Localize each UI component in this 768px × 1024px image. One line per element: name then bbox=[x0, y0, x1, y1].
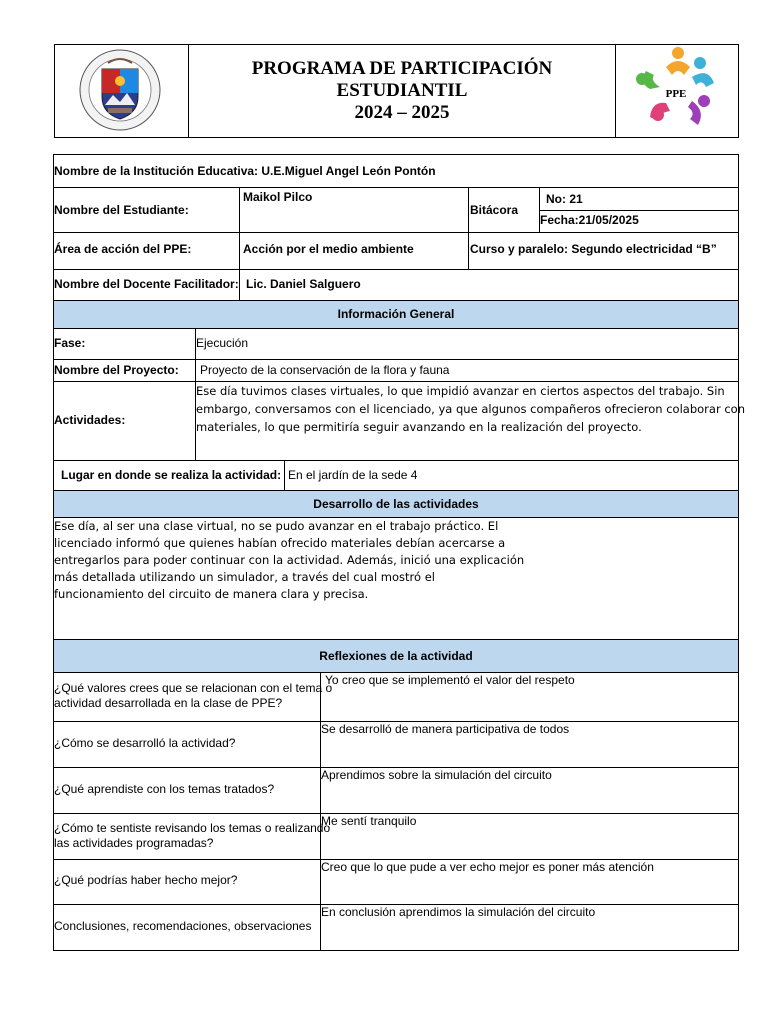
document-title bbox=[189, 45, 616, 137]
school-crest-icon bbox=[55, 45, 189, 137]
bitacora-date: Fecha:21/05/2025 bbox=[540, 213, 639, 227]
reflection-answer-3: Aprendimos sobre la simulación del circuito bbox=[321, 768, 552, 782]
development-line-3: entregarlos para poder continuar con la actividad. Además, inició una explicación bbox=[54, 553, 525, 567]
area-label: Área de acción del PPE: bbox=[54, 242, 192, 256]
development-heading-text: Desarrollo de las actividades bbox=[313, 497, 479, 511]
reflection-question-4-line-2: las actividades programadas? bbox=[54, 836, 214, 850]
development-line-4: más detallada utilizando un simulador, a través del cual mostró el bbox=[54, 570, 435, 584]
place-value: En el jardín de la sede 4 bbox=[288, 468, 418, 482]
reflection-question-1-line-1: ¿Qué valores crees que se relacionan con el tema o bbox=[54, 681, 333, 695]
bitacora-number: No: 21 bbox=[546, 192, 583, 206]
development-heading bbox=[54, 491, 738, 517]
title-line-2: ESTUDIANTIL bbox=[336, 80, 468, 101]
course-value: Curso y paralelo: Segundo electricidad “B” bbox=[470, 242, 717, 256]
general-info-heading bbox=[54, 301, 738, 328]
institution-name: Nombre de la Institución Educativa: U.E.Miguel Angel León Pontón bbox=[54, 164, 436, 178]
reflection-question-2: ¿Cómo se desarrolló la actividad? bbox=[54, 736, 236, 750]
activities-label: Actividades: bbox=[54, 413, 126, 427]
reflection-answer-5: Creo que lo que pude a ver echo mejor es poner más atención bbox=[321, 860, 654, 874]
ppe-logo-label: PPE bbox=[665, 88, 687, 100]
teacher-label: Nombre del Docente Facilitador: bbox=[54, 277, 239, 291]
reflections-heading-text: Reflexiones de la actividad bbox=[319, 649, 473, 663]
document-header bbox=[54, 44, 739, 138]
phase-label: Fase: bbox=[54, 336, 86, 350]
ppe-logo-icon bbox=[616, 45, 738, 137]
title-line-3: 2024 – 2025 bbox=[354, 102, 450, 123]
development-line-5: funcionamiento del circuito de manera clara y precisa. bbox=[54, 587, 369, 601]
place-label: Lugar en donde se realiza la actividad: bbox=[61, 468, 282, 482]
school-logo-cell bbox=[55, 45, 189, 137]
reflection-answer-6: En conclusión aprendimos la simulación del circuito bbox=[321, 905, 596, 919]
reflection-question-1-line-2: actividad desarrollada en la clase de PPE? bbox=[54, 696, 283, 710]
reflection-answer-1: Yo creo que se implementó el valor del respeto bbox=[325, 673, 575, 687]
ppe-logo-cell bbox=[616, 45, 738, 137]
area-value: Acción por el medio ambiente bbox=[243, 242, 414, 256]
development-line-1: Ese día, al ser una clase virtual, no se pudo avanzar en el trabajo práctico. El bbox=[54, 519, 499, 533]
student-label: Nombre del Estudiante: bbox=[54, 203, 189, 217]
activities-line-1: Ese día tuvimos clases virtuales, lo que impidió avanzar en ciertos aspectos del trabajo. Sin bbox=[196, 384, 725, 398]
student-value: Maikol Pilco bbox=[243, 190, 313, 204]
activities-line-3: materiales, lo que permitiría seguir avanzando en la realización del proyecto. bbox=[196, 420, 642, 434]
reflection-answer-2: Se desarrolló de manera participativa de todos bbox=[321, 722, 570, 736]
teacher-value: Lic. Daniel Salguero bbox=[246, 277, 361, 291]
reflection-question-4-line-1: ¿Cómo te sentiste revisando los temas o realizando bbox=[54, 821, 331, 835]
project-value: Proyecto de la conservación de la flora y fauna bbox=[200, 363, 450, 377]
reflections-heading bbox=[54, 640, 738, 672]
reflection-question-5: ¿Qué podrías haber hecho mejor? bbox=[54, 873, 238, 887]
title-line-1: PROGRAMA DE PARTICIPACIÓN bbox=[251, 58, 553, 79]
bitacora-label: Bitácora bbox=[470, 203, 519, 217]
reflection-question-3: ¿Qué aprendiste con los temas tratados? bbox=[54, 782, 275, 796]
project-label: Nombre del Proyecto: bbox=[54, 363, 179, 377]
reflection-answer-4: Me sentí tranquilo bbox=[321, 814, 417, 828]
general-info-heading-text: Información General bbox=[337, 307, 455, 321]
phase-value: Ejecución bbox=[196, 336, 249, 350]
student-log-form bbox=[53, 154, 745, 951]
development-line-2: licenciado informó que quienes habían ofrecido materiales debían acercarse a bbox=[54, 536, 506, 550]
reflection-question-6: Conclusiones, recomendaciones, observaciones bbox=[54, 919, 312, 933]
activities-line-2: embargo, conversamos con el licenciado, ya que algunos compañeros ofrecieron colaborar con bbox=[196, 402, 745, 416]
